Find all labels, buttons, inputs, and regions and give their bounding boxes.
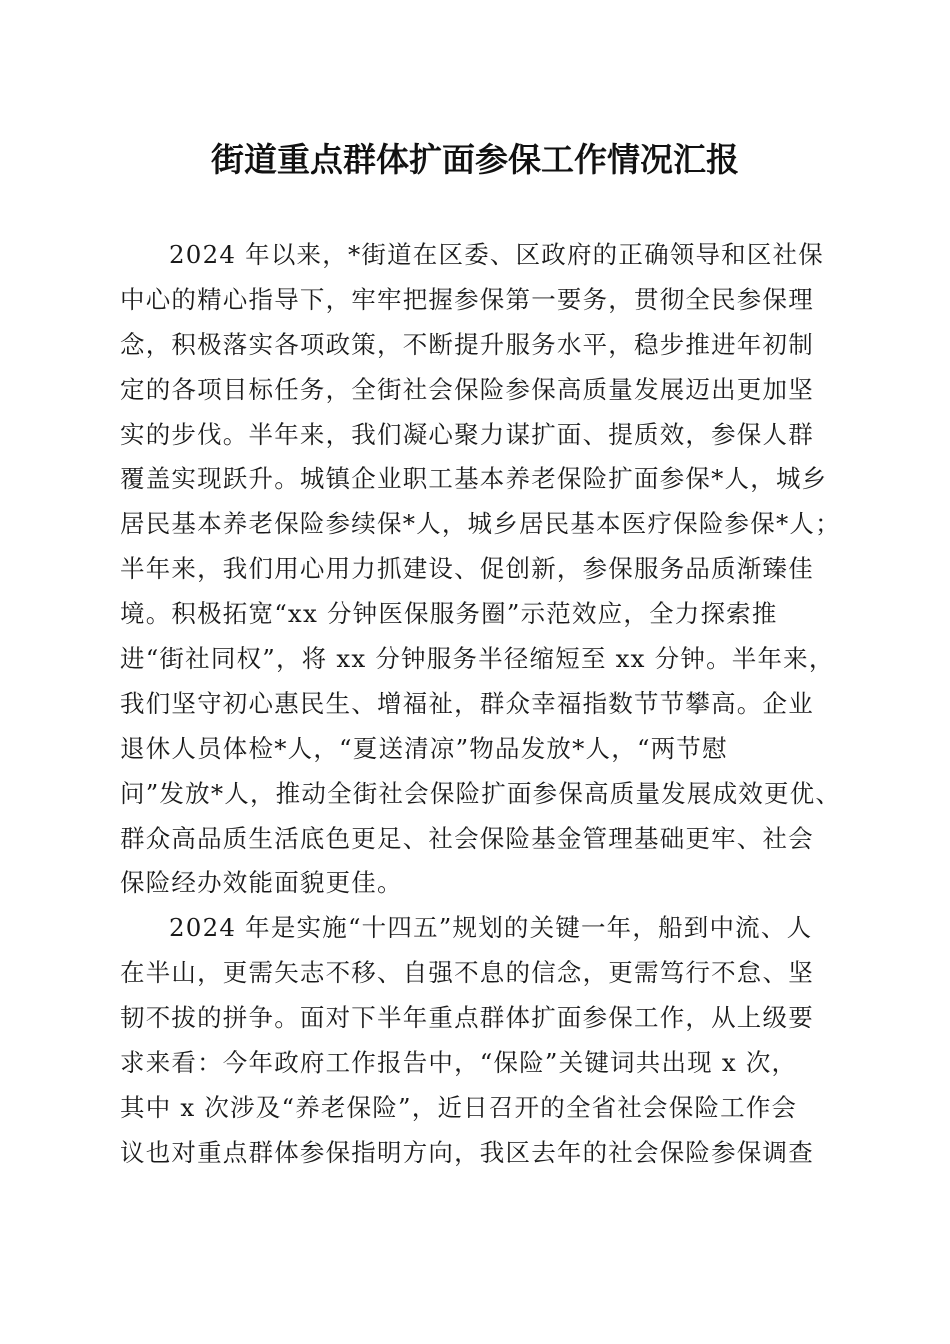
text-line: 进“街社同权”，将 xx 分钟服务半径缩短至 xx 分钟。半年来， (120, 644, 835, 674)
text-line: 中心的精心指导下，牢牢把握参保第一要务，贯彻全民参保理 (120, 284, 814, 314)
text-line: 求来看：今年政府工作报告中，“保险”关键词共出现 x 次， (120, 1048, 798, 1078)
text-line: 居民基本养老保险参续保*人，城乡居民基本医疗保险参保*人； (120, 509, 841, 539)
paragraph-1 (120, 233, 840, 906)
text-line: 在半山，更需矢志不移、自强不息的信念，更需笃行不怠、坚 (120, 958, 814, 988)
text-line: 念，积极落实各项政策，不断提升服务水平，稳步推进年初制 (120, 329, 814, 359)
text-line: 2024 年是实施“十四五”规划的关键一年，船到中流、人 (169, 913, 813, 943)
text-line: 群众高品质生活底色更足、社会保险基金管理基础更牢、社会 (120, 823, 814, 853)
text-line: 半年来，我们用心用力抓建设、促创新，参保服务品质渐臻佳 (120, 554, 814, 584)
paragraph-2 (120, 906, 840, 1175)
text-line: 2024 年以来，*街道在区委、区政府的正确领导和区社保 (169, 240, 824, 269)
text-line: 保险经办效能面貌更佳。 (120, 868, 403, 898)
text-line: 议也对重点群体参保指明方向，我区去年的社会保险参保调查 (120, 1137, 814, 1167)
text-line: 覆盖实现跃升。城镇企业职工基本养老保险扩面参保*人，城乡 (120, 464, 828, 494)
text-line: 我们坚守初心惠民生、增福祉，群众幸福指数节节攀高。企业 (120, 688, 814, 718)
document-title: 街道重点群体扩面参保工作情况汇报 (211, 140, 739, 179)
text-line: 退休人员体检*人，“夏送清凉”物品发放*人，“两节慰 (120, 733, 728, 763)
text-line: 实的步伐。半年来，我们凝心聚力谋扩面、提质效，参保人群 (120, 419, 814, 449)
text-line: 问”发放*人，推动全街社会保险扩面参保高质量发展成效更优、 (120, 778, 842, 808)
text-line: 境。积极拓宽“xx 分钟医保服务圈”示范效应，全力探索推 (120, 599, 778, 629)
text-line: 定的各项目标任务，全街社会保险参保高质量发展迈出更加坚 (120, 374, 814, 404)
text-line: 韧不拔的拼争。面对下半年重点群体扩面参保工作，从上级要 (120, 1003, 814, 1033)
text-line: 其中 x 次涉及“养老保险”，近日召开的全省社会保险工作会 (120, 1092, 798, 1122)
document-body (120, 233, 840, 1176)
